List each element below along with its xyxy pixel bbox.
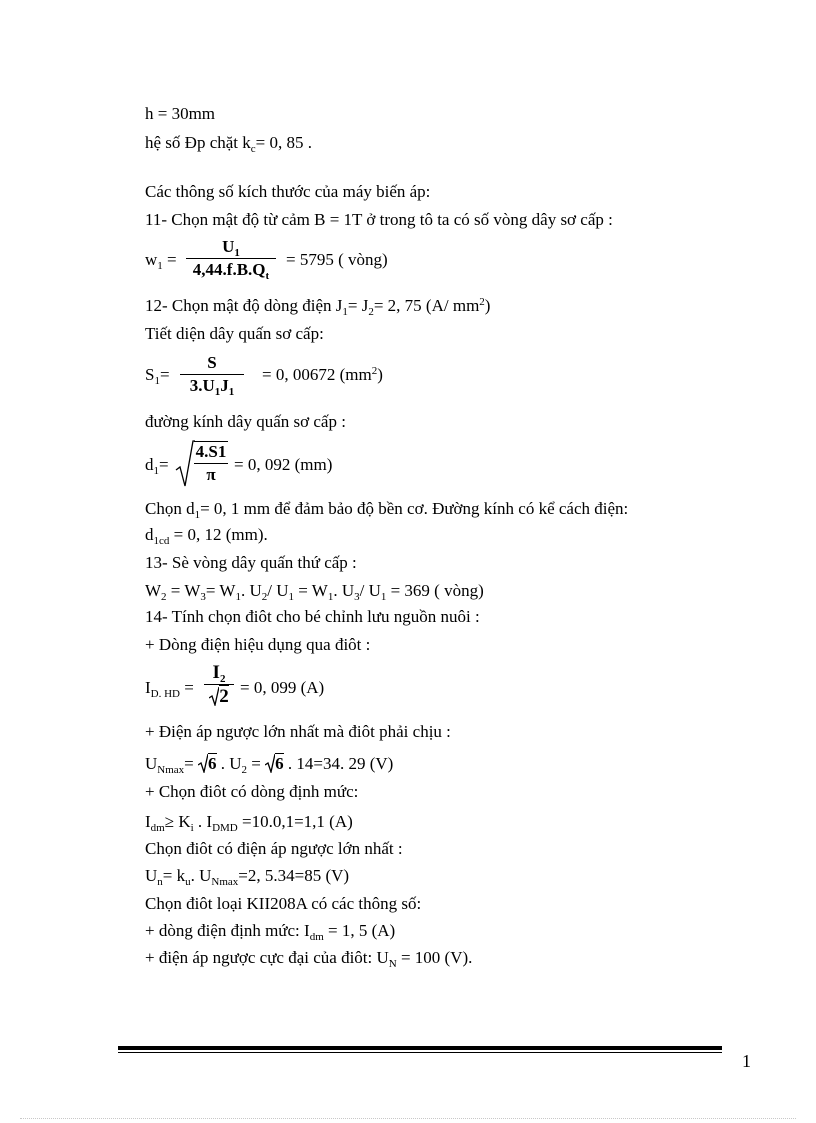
square-root-icon: [198, 753, 208, 773]
text-line: $I_{dm}\ge K_i$ . $I_{DMD} =10.0,1=1,1$ (A): [145, 812, 353, 834]
text-line: Chọn điôt loại KII208A có các thông số:: [145, 894, 422, 913]
text-line: + Dòng điện hiệu dụng qua điôt :: [145, 635, 371, 654]
text-line: Chọn $d_1= 0$, 1 mm để đảm bảo độ bền cơ. Đường kính có kể cách điện:: [145, 499, 629, 521]
square-root-icon: [209, 686, 219, 706]
footer-rule: [118, 1046, 722, 1050]
formula-d1-lhs: $d_1=$: [145, 455, 169, 477]
formula-d1-result: = 0, 092 (mm): [234, 455, 333, 474]
text-line: 11- Chọn mật độ từ cảm B = 1T ở trong tô ta có số vòng dây sơ cấp :: [145, 210, 613, 229]
footer-rule-thin: [118, 1052, 722, 1053]
formula-id-result: = 0, 099 (A): [240, 678, 325, 697]
formula-d1-fraction: 4.S1 π: [195, 442, 227, 484]
text-line: Tiết diện dây quấn sơ cấp:: [145, 324, 324, 343]
formula-unmax: $U_{Nmax}= 6$ . $U_2 = 6$ . 14=34. 29 (V): [145, 754, 394, 776]
formula-s1-result: = 0, 00672 $(mm^2)$: [262, 365, 383, 384]
page-bottom-divider: [20, 1118, 796, 1119]
text-line: h = 30mm: [145, 104, 216, 123]
text-line: $U_n= k_u$. $U_{Nmax}=2$, 5.34=85 (V): [145, 866, 350, 888]
formula-w1-lhs: $w_1$ =: [145, 250, 177, 272]
formula-s1-lhs: $S_1=$: [145, 365, 170, 387]
text-line: 14- Tính chọn điôt cho bé chỉnh lưu nguồn nuôi :: [145, 607, 480, 626]
formula-s1-fraction: S $3.U_1J_1$: [180, 353, 244, 396]
formula-w1-result: = 5795 ( vòng): [286, 250, 388, 269]
square-root-icon: [265, 753, 275, 773]
text-line: 12- Chọn mật độ dòng điện $J_1= J_2= 2$, 75 (A/ $mm^2$): [145, 296, 491, 318]
formula-id-lhs: $I_{D. HD}$ =: [145, 678, 194, 700]
text-line: Các thông số kích thước của máy biến áp:: [145, 182, 431, 201]
text-line: $d_{1cd} = 0$, 12 (mm).: [145, 525, 268, 547]
text-line: hệ số Đp chặt $k_c= 0$, 85 .: [145, 133, 312, 155]
text-line: đường kính dây quấn sơ cấp :: [145, 412, 346, 431]
formula-id-fraction: $I_2$ 2: [204, 663, 234, 707]
square-root-icon: [175, 440, 195, 488]
text-line: + dòng điện định mức: $I_{dm} = 1$, 5 (A): [145, 921, 396, 943]
text-line: + điện áp ngược cực đại của điôt: $U_N = 100$ (V).: [145, 948, 473, 970]
text-line: + Chọn điôt có dòng định mức:: [145, 782, 359, 801]
text-line: $W_2 = W_3= W_1$. $U_2/$ $U_1 = W_1$. $U_3/$ $U_1 = 369$ ( vòng): [145, 581, 484, 603]
page-number: 1: [742, 1051, 751, 1071]
text-line: + Điện áp ngược lớn nhất mà điôt phải chịu :: [145, 722, 451, 741]
formula-w1-fraction: $U_1$ $4,44.f.B.Q_t$: [186, 237, 276, 280]
text-line: Chọn điôt có điện áp ngược lớn nhất :: [145, 839, 403, 858]
text-line: 13- Sè vòng dây quấn thứ cấp :: [145, 553, 357, 572]
